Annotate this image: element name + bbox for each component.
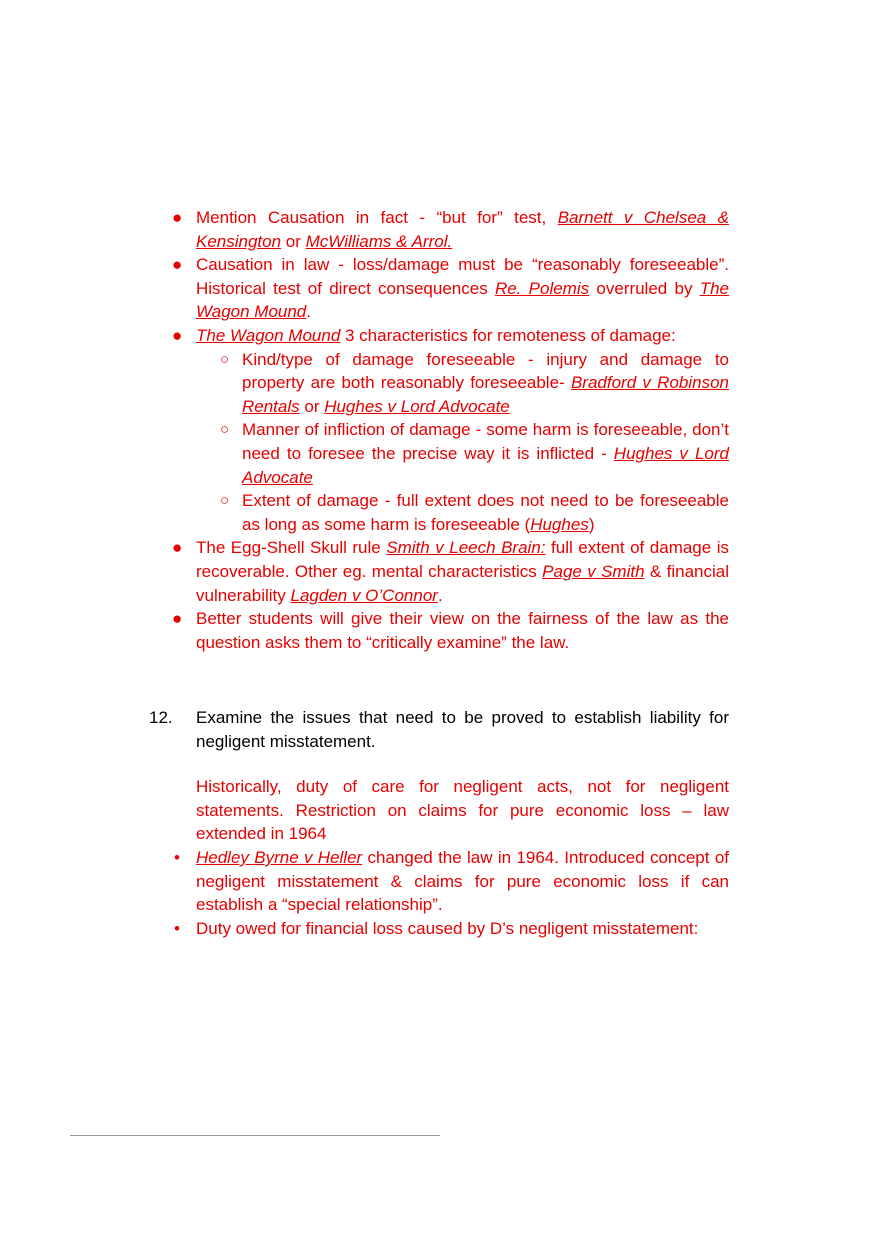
item-text: Causation in law - loss/damage must be “reasonably foreseeable”. Historical test of direct consequences bbox=[196, 255, 729, 298]
list-item bbox=[172, 253, 730, 324]
list-item bbox=[172, 607, 729, 654]
bullet-dot-icon: • bbox=[174, 918, 180, 938]
item-text: changed the law in 1964. Introduced concept of negligent misstatement & claims for pure economic loss if can establish a “special relationship”. bbox=[196, 848, 729, 915]
item-text: or bbox=[299, 396, 325, 416]
question-number: 12. bbox=[149, 708, 173, 727]
list-item bbox=[172, 206, 729, 253]
list-item bbox=[174, 917, 729, 941]
case-citation: Hughes v Lord Advocate bbox=[324, 396, 510, 416]
question-text: Examine the issues that need to be proved to establish liability for negligent misstatement. bbox=[196, 708, 729, 751]
item-text: 3 characteristics for remoteness of damage: bbox=[340, 325, 676, 345]
bullet-dot-icon: ● bbox=[172, 609, 183, 629]
case-citation: Lagden v O’Connor bbox=[290, 585, 438, 605]
case-citation: Hughes v Lord Advocate bbox=[242, 443, 729, 487]
item-text: . bbox=[437, 585, 443, 605]
hollow-bullet-icon: ○ bbox=[220, 492, 230, 510]
bullet-dot-icon: ● bbox=[172, 208, 183, 227]
item-text: The Egg-Shell Skull rule bbox=[196, 538, 387, 558]
case-citation: Barnett v Chelsea & Kensington bbox=[196, 208, 729, 251]
item-text: overruled by bbox=[589, 278, 700, 298]
case-citation: Page v Smith bbox=[542, 561, 645, 581]
list-item bbox=[172, 536, 730, 607]
hollow-bullet-icon: ○ bbox=[220, 421, 230, 439]
bullet-dot-icon: ● bbox=[172, 325, 183, 345]
item-text: full extent of damage is recoverable. Other eg. mental characteristics bbox=[196, 538, 730, 581]
item-text: Better students will give their view on the fairness of the law as the question asks them to “critically examine” the law. bbox=[196, 609, 729, 652]
hollow-bullet-icon: ○ bbox=[220, 350, 230, 368]
case-citation: McWilliams & Arrol. bbox=[305, 231, 453, 251]
footnote-separator bbox=[70, 1135, 440, 1136]
answer-intro: Historically, duty of care for negligent acts, not for negligent statements. Restriction on claims for pure economic loss – law extended in 1964 bbox=[196, 777, 729, 844]
item-text: or bbox=[281, 231, 306, 251]
list-item bbox=[174, 846, 729, 917]
case-citation: Smith v Leech Brain: bbox=[386, 538, 546, 558]
item-text: Manner of infliction of damage - some harm is foreseeable, don’t need to foresee the precise way it is inflicted - bbox=[242, 420, 729, 463]
case-citation: Hedley Byrne v Heller bbox=[196, 848, 363, 867]
bullet-dot-icon: ● bbox=[172, 255, 183, 275]
item-text: ) bbox=[588, 514, 595, 534]
case-citation: Re. Polemis bbox=[494, 278, 590, 298]
item-text: . bbox=[306, 302, 311, 322]
bullet-dot-icon: ● bbox=[172, 538, 183, 558]
item-text: Duty owed for financial loss caused by D’s negligent misstatement: bbox=[196, 918, 699, 938]
bullet-dot-icon: • bbox=[174, 848, 180, 867]
answer-bullet-list bbox=[172, 206, 730, 654]
item-text: & financial vulnerability bbox=[196, 561, 729, 605]
list-item bbox=[172, 324, 729, 348]
case-citation: The Wagon Mound bbox=[196, 325, 341, 345]
sub-list-item bbox=[220, 348, 729, 419]
item-text: Extent of damage - full extent does not need to be foreseeable as long as some harm is foreseeable ( bbox=[242, 491, 729, 534]
item-text: Kind/type of damage foreseeable - injury and damage to property are both reasonably foreseeable- bbox=[242, 349, 729, 393]
sub-list-item bbox=[220, 418, 729, 489]
answer-bullet-list-2 bbox=[174, 846, 729, 940]
case-citation: Hughes bbox=[530, 514, 589, 534]
sub-list-item bbox=[220, 489, 729, 536]
case-citation: Bradford v Robinson Rentals bbox=[242, 373, 729, 416]
item-text: Mention Causation in fact - “but for” test, bbox=[196, 208, 558, 227]
case-citation: The Wagon Mound bbox=[196, 278, 730, 322]
